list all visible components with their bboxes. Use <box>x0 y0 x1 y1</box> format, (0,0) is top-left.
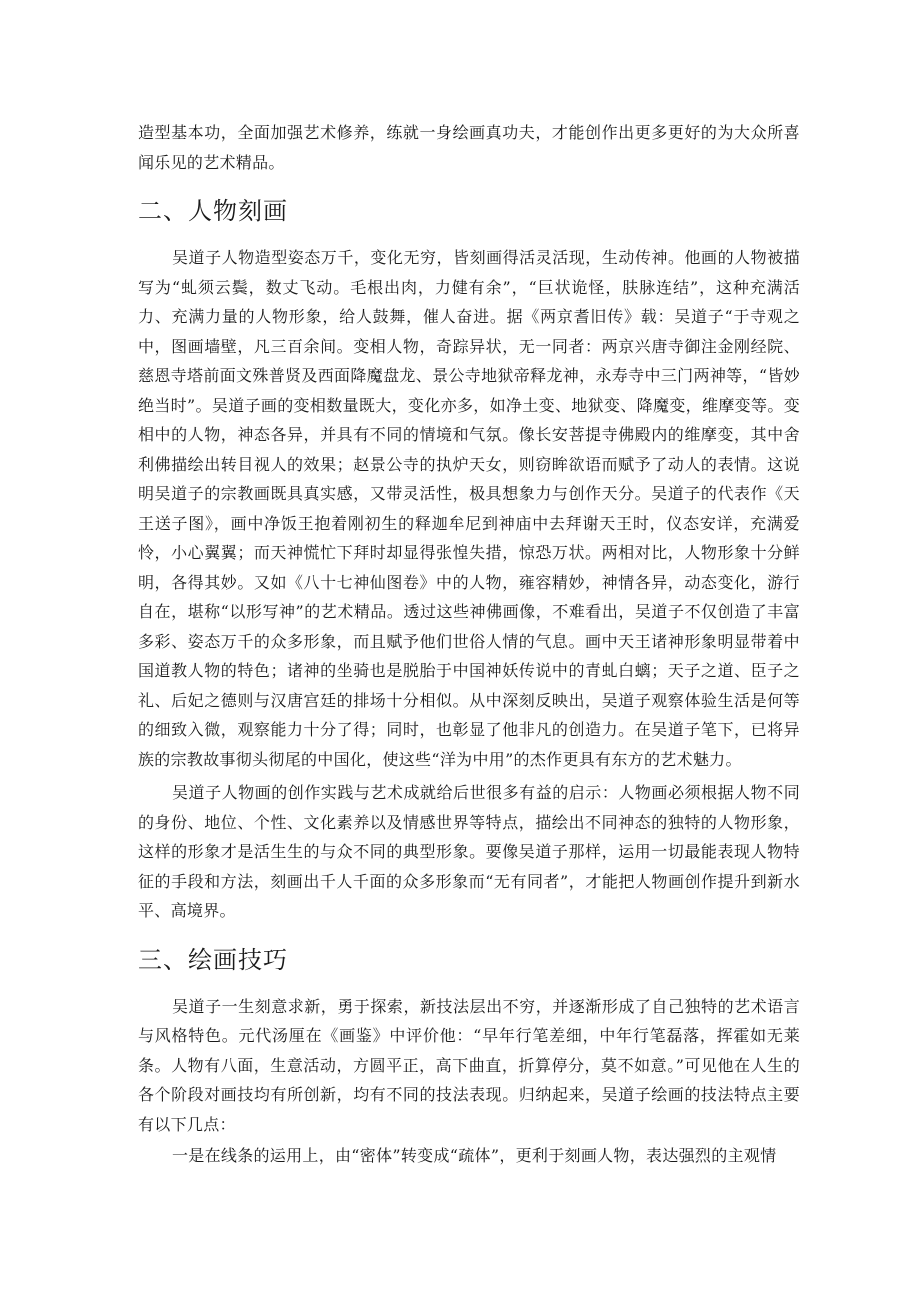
section3-paragraph-1: 吴道子一生刻意求新，勇于探索，新技法层出不穷，并逐渐形成了自己独特的艺术语言与风格特色。元代汤厘在《画鉴》中评价他：“早年行笔差细，中年行笔磊落，挥霍如无莱条。人物有八面，生意活动，方圆平正，高下曲直，折算停分，莫不如意。”可见他在人生的各个阶段对画技均有所创新，均有不同的技法表现。归纳起来，吴道子绘画的技法特点主要有以下几点： <box>138 996 800 1134</box>
intro-paragraph: 造型基本功，全面加强艺术修养，练就一身绘画真功夫，才能创作出更多更好的为大众所喜闻乐见的艺术精品。 <box>138 123 800 172</box>
section3-paragraph-2: 一是在线条的运用上，由“密体”转变成“疏体”，更利于刻画人物，表达强烈的主观情 <box>172 1146 777 1165</box>
section2-paragraph-2: 吴道子人物画的创作实践与艺术成就给后世很多有益的启示：人物画必须根据人物不同的身份、地位、个性、文化素养以及情感世界等特点，描绘出不同神态的独特的人物形象，这样的形象才是活生生的与众不同的典型形象。要像吴道子那样，运用一切最能表现人物特征的手段和方法，刻画出千人千面的众多形象而“无有同者”，才能把人物画创作提升到新水平、高境界。 <box>138 783 800 920</box>
section-heading-painting-technique: 三、绘画技巧 <box>138 945 288 974</box>
document-page <box>138 118 800 1171</box>
section2-paragraph-1: 吴道子人物造型姿态万千，变化无穷，皆刻画得活灵活现，生动传神。他画的人物被描写为“虬须云鬓，数丈飞动。毛根出肉，力健有余”，“巨状诡怪，肤脉连结”，这种充满活力、充满力量的人物形象，给人鼓舞，催人奋进。据《两京耆旧传》载：吴道子“于寺观之中，图画墙壁，凡三百余间。变相人物，奇踪异状，无一同者：两京兴唐寺御注金刚经院、慈恩寺塔前面文殊普贤及西面降魔盘龙、景公寺地狱帝释龙神，永寿寺中三门两神等，“皆妙绝当时”。吴道子画的变相数量既大，变化亦多，如净土变、地狱变、降魔变，维摩变等。变相中的人物，神态各异，并具有不同的情境和气氛。像长安菩提寺佛殿内的维摩变，其中舍利佛描绘出转目视人的效果；赵景公寺的执炉天女，则窃眸欲语而赋予了动人的表情。这说明吴道子的宗教画既具真实感，又带灵活性，极具想象力与创作天分。吴道子的代表作《天王送子图》，画中净饭王抱着刚初生的释迦牟尼到神庙中去拜谢天王时，仪态安详，充满爱怜，小心翼翼；而天神慌忙下拜时却显得张惶失措，惊恐万状。两相对比，人物形象十分鲜明，各得其妙。又如《八十七神仙图卷》中的人物，雍容精妙，神情各异，动态变化，游行自在，堪称“以形写神”的艺术精品。透过这些神佛画像，不难看出，吴道子不仅创造了丰富多彩、姿态万千的众多形象，而且赋予他们世俗人情的气息。画中天王诸神形象明显带着中国道教人物的特色；诸神的坐骑也是脱胎于中国神妖传说中的青虬白螭；天子之道、臣子之礼、后妃之德则与汉唐宫廷的排场十分相似。从中深刻反映出，吴道子观察体验生活是何等的细致入微，观察能力十分了得；同时，也彰显了他非凡的创造力。在吴道子笔下，已将异族的宗教故事彻头彻尾的中国化，使这些“洋为中用”的杰作更具有东方的艺术魅力。 <box>138 248 800 769</box>
section-heading-figure-depiction: 二、人物刻画 <box>138 197 288 225</box>
